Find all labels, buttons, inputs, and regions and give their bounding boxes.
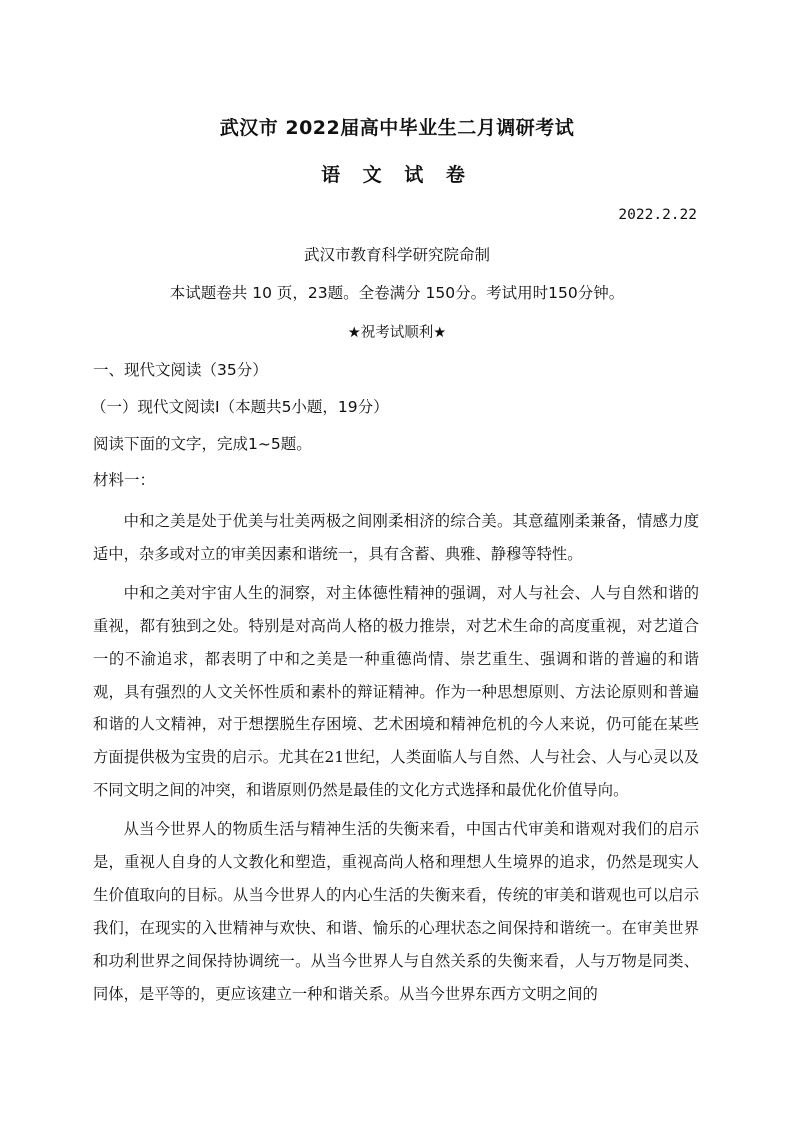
material-label: 材料一： xyxy=(93,471,156,489)
material-body xyxy=(93,505,699,1011)
paragraph: 从当今世界人的物质生活与精神生活的失衡来看，中国古代审美和谐观对我们的启示是，重视人自身的人文教化和塑造，重视高尚人格和理想人生境界的追求，仍然是现实人生价值取向的目标。从当今世界人的内心生活的失衡来看，传统的审美和谐观也可以启示我们，在现实的入世精神与欢快、和谐、愉乐的心理状态之间保持和谐统一。在审美世界和功利世界之间保持协调统一。从当今世界人与自然关系的失衡来看，人与万物是同类、同体，是平等的，更应该建立一种和谐关系。从当今世界东西方文明之间的 xyxy=(93,820,699,1003)
exam-subject: 语 文 试 卷 xyxy=(321,164,473,186)
section-heading: 一、现代文阅读（35分） xyxy=(93,361,268,379)
reading-instruction: 阅读下面的文字，完成1~5题。 xyxy=(93,435,312,453)
exam-issuer: 武汉市教育科学研究院命制 xyxy=(303,246,490,264)
section-subheading: （一）现代文阅读Ⅰ（本题共5小题，19分） xyxy=(91,398,389,416)
paragraph: 中和之美对宇宙人生的洞察，对主体德性精神的强调，对人与社会、人与自然和谐的重视，都有独到之处。特别是对高尚人格的极力推崇，对艺术生命的高度重视，对艺道合一的不渝追求，都表明了中和之美是一种重德尚情、崇艺重生、强调和谐的普遍的和谐观，具有强烈的人文关怀性质和素朴的辩证精神。作为一种思想原则、方法论原则和普遍和谐的人文精神，对于想摆脱生存困境、艺术困境和精神危机的今人来说，仍可能在某些方面提供极为宝贵的启示。尤其在21世纪，人类面临人与自然、人与社会、人与心灵以及不同文明之间的冲突，和谐原则仍然是最佳的文化方式选择和最优化价值导向。 xyxy=(93,583,699,800)
exam-wish: ★祝考试顺利★ xyxy=(347,325,447,341)
exam-date: 2022.2.22 xyxy=(618,207,697,223)
paragraph: 中和之美是处于优美与壮美两极之间刚柔相济的综合美。其意蕴刚柔兼备，情感力度适中，杂多或对立的审美因素和谐统一，具有含蓄、典雅、静穆等特性。 xyxy=(93,512,699,563)
exam-title: 武汉市 2022届高中毕业生二月调研考试 xyxy=(219,117,575,139)
exam-info: 本试题卷共 10 页，23题。全卷满分 150分。考试用时150分钟。 xyxy=(169,284,625,302)
